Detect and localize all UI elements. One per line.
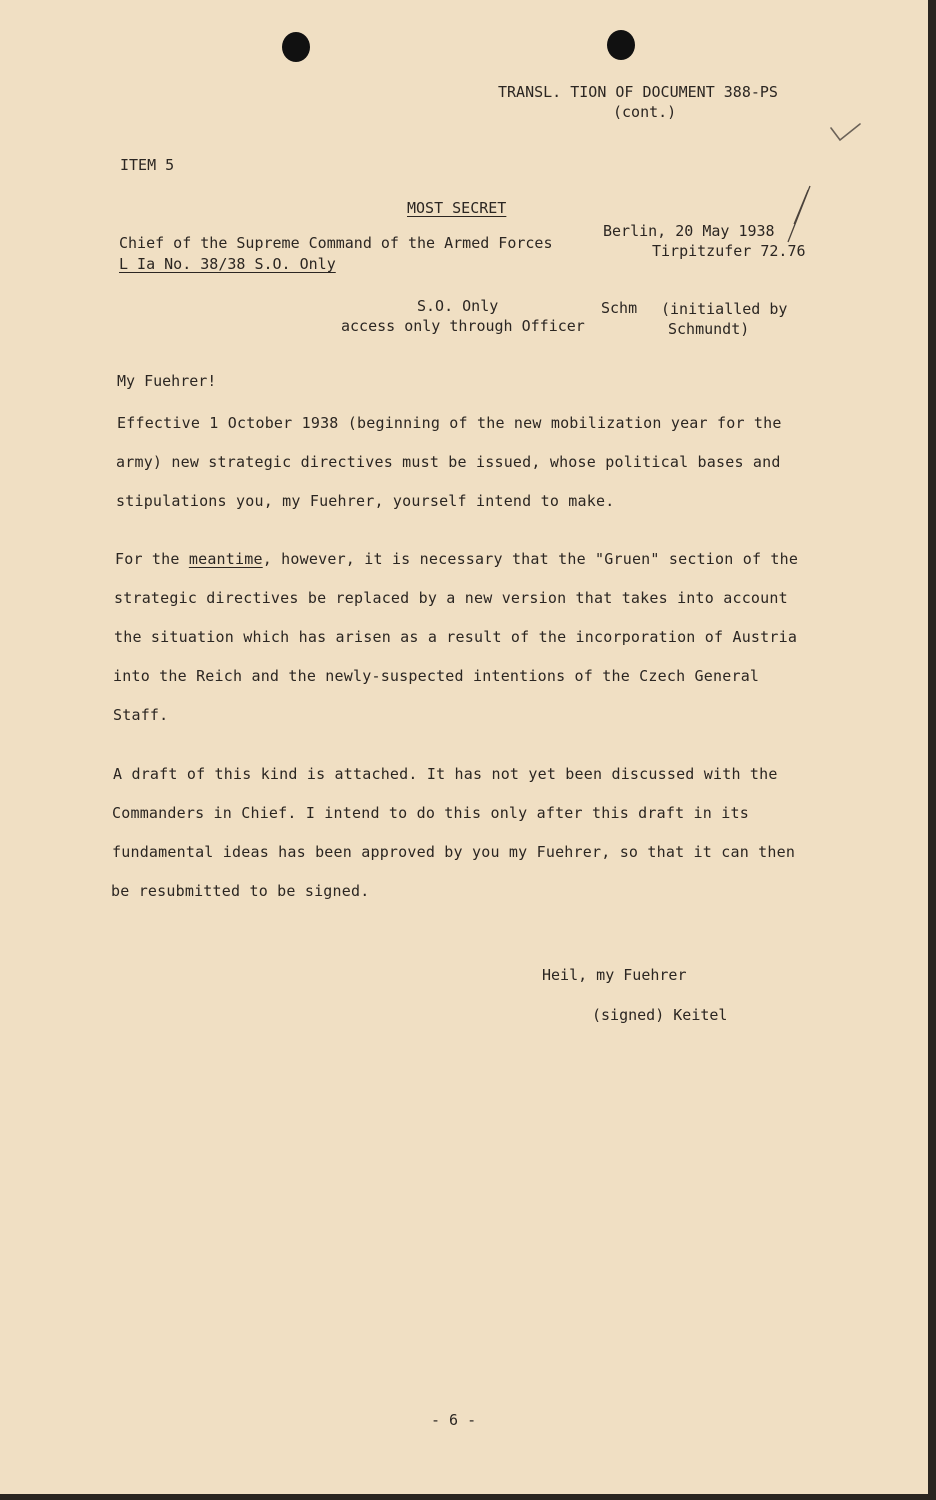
meantime-emphasis: meantime [188,550,263,568]
signature: (signed) Keitel [592,1006,728,1024]
pen-mark-icon [784,184,814,244]
paragraph-3-line: be resubmitted to be signed. [111,882,370,900]
document-title-cont: (cont.) [613,103,677,121]
initials-note-line2: Schmundt) [668,320,750,338]
paragraph-3-line: fundamental ideas has been approved by you my Fuehrer, so that it can then [112,843,796,861]
place-date: Berlin, 20 May 1938 [603,222,775,240]
paragraph-1-line: army) new strategic directives must be issued, whose political bases and [116,453,781,471]
salutation: My Fuehrer! [117,372,217,390]
street-address: Tirpitzufer 72.76 [652,242,806,260]
paragraph-2-lead: For the [115,550,189,568]
paragraph-1-line: Effective 1 October 1938 (beginning of the new mobilization year for the [117,414,782,432]
document-title: TRANSL. TION OF DOCUMENT 388-PS [498,83,778,101]
check-mark-icon [828,118,862,144]
paragraph-2-line: Staff. [113,706,169,724]
classification-heading: MOST SECRET [407,199,507,217]
handling-initials: Schm [601,299,638,317]
punch-hole-left [282,32,310,62]
paragraph-3-line: A draft of this kind is attached. It has not yet been discussed with the [113,765,778,783]
closing-greeting: Heil, my Fuehrer [542,966,687,984]
paragraph-2-line: the situation which has arisen as a result of the incorporation of Austria [114,628,798,646]
sender-reference: L Ia No. 38/38 S.O. Only [119,255,336,273]
paragraph-1-line: stipulations you, my Fuehrer, yourself intend to make. [116,492,615,510]
punch-hole-right [607,30,635,60]
paragraph-2-line [115,550,798,568]
sender-title: Chief of the Supreme Command of the Armed Forces [119,234,553,252]
item-number: ITEM 5 [120,156,175,174]
paragraph-3-line: Commanders in Chief. I intend to do this only after this draft in its [112,804,749,822]
handling-so-only: S.O. Only [417,297,499,315]
paragraph-2-line: into the Reich and the newly-suspected intentions of the Czech General [113,667,760,685]
initials-note-line1: (initialled by [661,300,788,318]
paragraph-2-line1-rest: , however, it is necessary that the "Gruen" section of the [262,550,799,568]
paragraph-2-line: strategic directives be replaced by a new version that takes into account [114,589,788,607]
handling-access: access only through Officer [341,317,585,335]
page-number: - 6 - [431,1411,477,1429]
